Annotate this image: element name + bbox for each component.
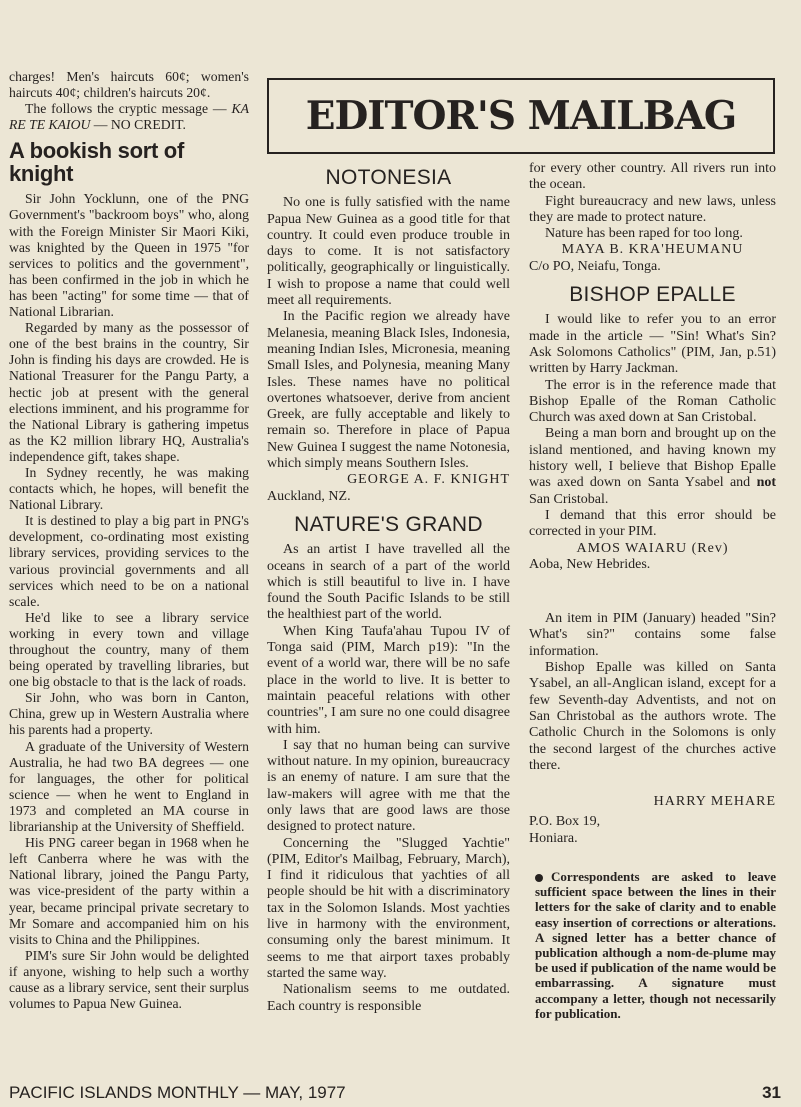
masthead-title: EDITOR'S MAILBAG xyxy=(305,93,737,139)
article-paragraph: It is destined to play a big part in PNG's development, co-ordinating most existing library services, providing services to the various provincial governments and all services which need to be on a national scale. xyxy=(9,513,249,609)
letter-signature: HARRY MEHARE xyxy=(653,794,776,810)
intro-credit xyxy=(9,101,249,133)
article-paragraph: Sir John, who was born in Canton, China, grew up in Western Australia where his parents had a property. xyxy=(9,690,249,738)
letter-paragraph: In the Pacific region we already have Melanesia, meaning Black Isles, Indonesia, meaning Indian Isles, Micronesia, meaning Small Isles, and Polynesia, meaning Many Isles. These names have no political overtones whatsoever, derive from ancient Greek, are fully acceptable and likely to remain so. Therefore in place of Papua New Guinea I suggest the name Notonesia, which simply means Southern Isles. xyxy=(267,309,510,472)
article-paragraph: Sir John Yocklunn, one of the PNG Government's "backroom boys" who, along with the Foreign Minister Sir Maori Kiki, was knighted by the Queen in 1975 "for services to politics and the government", has been confirmed in the job in which he has been "acting" for some time — that of National Librarian. xyxy=(9,191,249,320)
letter-place: Auckland, NZ. xyxy=(267,488,351,504)
page-number: 31 xyxy=(762,1083,781,1102)
column-right xyxy=(529,161,776,1021)
note-text: Correspondents are asked to leave sufficient space between the lines in their letters for the sake of clarity and to enable easy insertion of corrections or alterations. A signed letter has a better chance of publication although a nom-de-plume may be used if publication of the name would be embarrassing. A signature must accompany a letter, though not necessarily for publication. xyxy=(535,868,776,1021)
article-paragraph: In Sydney recently, he was making contacts which, he hopes, will benefit the National Library. xyxy=(9,464,249,513)
intro-credit-italic: KA RE TE KAIOU xyxy=(9,101,250,133)
correspondents-note xyxy=(529,869,776,1021)
letter-text: Being a man born and brought up on the island mentioned, and having known my history well, I believe that Bishop Epalle was axed down on Santa Ysabel and xyxy=(529,426,776,491)
letter-title-bishop: BISHOP EPALLE xyxy=(569,283,736,307)
intro-credit-prefix: The follows the cryptic message — xyxy=(25,101,227,117)
masthead-box xyxy=(267,78,775,154)
intro-text: charges! Men's haircuts 60¢; women's haircuts 40¢; children's haircuts 20¢. xyxy=(9,69,249,101)
article-paragraph: Regarded by many as the possessor of one of the best brains in the country, Sir John is finding his days are crowded. He is National Treasurer for the Pangu Party, a hectic job at present with the general elections imminent, and his programme for the National Library is gathering impetus as the K2 million library HQ, Australia's independence gift, takes shape. xyxy=(9,320,249,464)
letter-signature: GEORGE A. F. KNIGHT xyxy=(347,472,510,488)
letter-paragraph: The error is in the reference made that Bishop Epalle of the Roman Catholic Church was axed down at San Cristobal. xyxy=(529,377,776,426)
letter-paragraph: When King Taufa'ahau Tupou IV of Tonga said (PIM, March p19): "In the event of a world war, there will be no safe place in the world to live. It is better to maintain peaceful relations with other countries", I am sure no one could disagree with him. xyxy=(267,623,510,737)
column-left xyxy=(9,69,249,1012)
letter-paragraph: Fight bureaucracy and new laws, unless they are made to protect nature. xyxy=(529,193,776,225)
letter-paragraph: Nationalism seems to me outdated. Each country is responsible xyxy=(267,982,510,1014)
letter-text: San Cristobal. xyxy=(529,491,609,507)
spacer xyxy=(529,774,776,794)
spacer xyxy=(529,573,776,611)
letter-paragraph: An item in PIM (January) headed "Sin? What's sin?" contains some false information. xyxy=(529,611,776,659)
letter-paragraph: I say that no human being can survive without nature. In my opinion, bureaucracy is an enemy of nature. I am sure that the law-makers will agree with me that the only laws that are good laws are those designed to protect nature. xyxy=(267,737,510,835)
letter-text-bold: not xyxy=(756,475,777,491)
article-heading: A bookish sort of knight xyxy=(9,138,184,187)
letter-place: Aoba, New Hebrides. xyxy=(529,556,651,572)
spacer xyxy=(529,847,776,869)
letter-place: Honiara. xyxy=(529,830,578,846)
letter-title-notonesia: NOTONESIA xyxy=(325,166,452,189)
letter-paragraph: Concerning the "Slugged Yachtie" (PIM, Editor's Mailbag, February, March), I find it ridiculous that yachties of all people should be hit with a discriminatory tax in the Solomon Islands. Most yachties live in harmony with the environment, consuming only the barest minimum. It seems to me that airport taxes probably started the same way. xyxy=(267,835,510,981)
letter-paragraph xyxy=(529,426,776,507)
letter-paragraph: As an artist I have travelled all the oceans in search of a part of the world which is still beautiful to live in. I have found the South Pacific Islands to be still the healthiest part of the world. xyxy=(267,542,510,623)
article-paragraph: He'd like to see a library service working in every town and village throughout the country, many of them being operated by travelling libraries, but one big obstacle to that is the lack of roads. xyxy=(9,609,249,690)
letter-paragraph: Bishop Epalle was killed on Santa Ysabel, an all-Anglican island, except for a few Seventh-day Adventists, and not on San Christobal as the authors wrote. The Catholic Church in the Solomons is only the second largest of the churches active there. xyxy=(529,660,776,773)
bullet-icon xyxy=(535,874,543,882)
publication-line: PACIFIC ISLANDS MONTHLY — MAY, 1977 xyxy=(9,1083,346,1102)
letter-title-nature: NATURE'S GRAND xyxy=(294,512,483,536)
letter-signature: AMOS WAIARU (Rev) xyxy=(576,540,729,556)
letter-paragraph: Nature has been raped for too long. xyxy=(545,226,743,242)
letter-paragraph: I demand that this error should be corrected in your PIM. xyxy=(529,507,776,540)
letter-place: C/o PO, Neiafu, Tonga. xyxy=(529,258,661,274)
intro-credit-suffix: — NO CREDIT. xyxy=(93,117,186,133)
letter-signature: MAYA B. KRA'HEUMANU xyxy=(561,242,744,258)
letter-paragraph: No one is fully satisfied with the name Papua New Guinea as a good title for that country. It could even produce trouble in days to come. It is not satisfactory politically, geographically or linguistically. I wish to propose a name that could well meet all requirements. xyxy=(267,195,510,309)
page-footer xyxy=(9,1083,781,1105)
article-paragraph: His PNG career began in 1968 when he left Canberra where he was with the National library, joined the Pangu Party, was vice-president of the party within a year, became principal private secretary to Mr Somare and accompanied him on his visits to China and the Philippines. xyxy=(9,835,249,947)
letter-paragraph: I would like to refer you to an error made in the article — "Sin! What's Sin? Ask Solomons Catholics" (PIM, Jan, p.51) written by Harry Jackman. xyxy=(529,312,776,377)
column-middle xyxy=(267,166,510,1015)
article-paragraph: PIM's sure Sir John would be delighted if anyone, wishing to help such a worthy cause as a library service, sent their surplus volumes to Papua New Guinea. xyxy=(9,947,249,1012)
letter-place: P.O. Box 19, xyxy=(529,814,601,830)
article-paragraph: A graduate of the University of Western Australia, he had two BA degrees — one for languages, the other for political science — when he went to England in 1973 and completed an MA course in librarianship at the University of Sheffield. xyxy=(9,738,249,835)
letter-paragraph: for every other country. All rivers run into the ocean. xyxy=(529,161,776,193)
